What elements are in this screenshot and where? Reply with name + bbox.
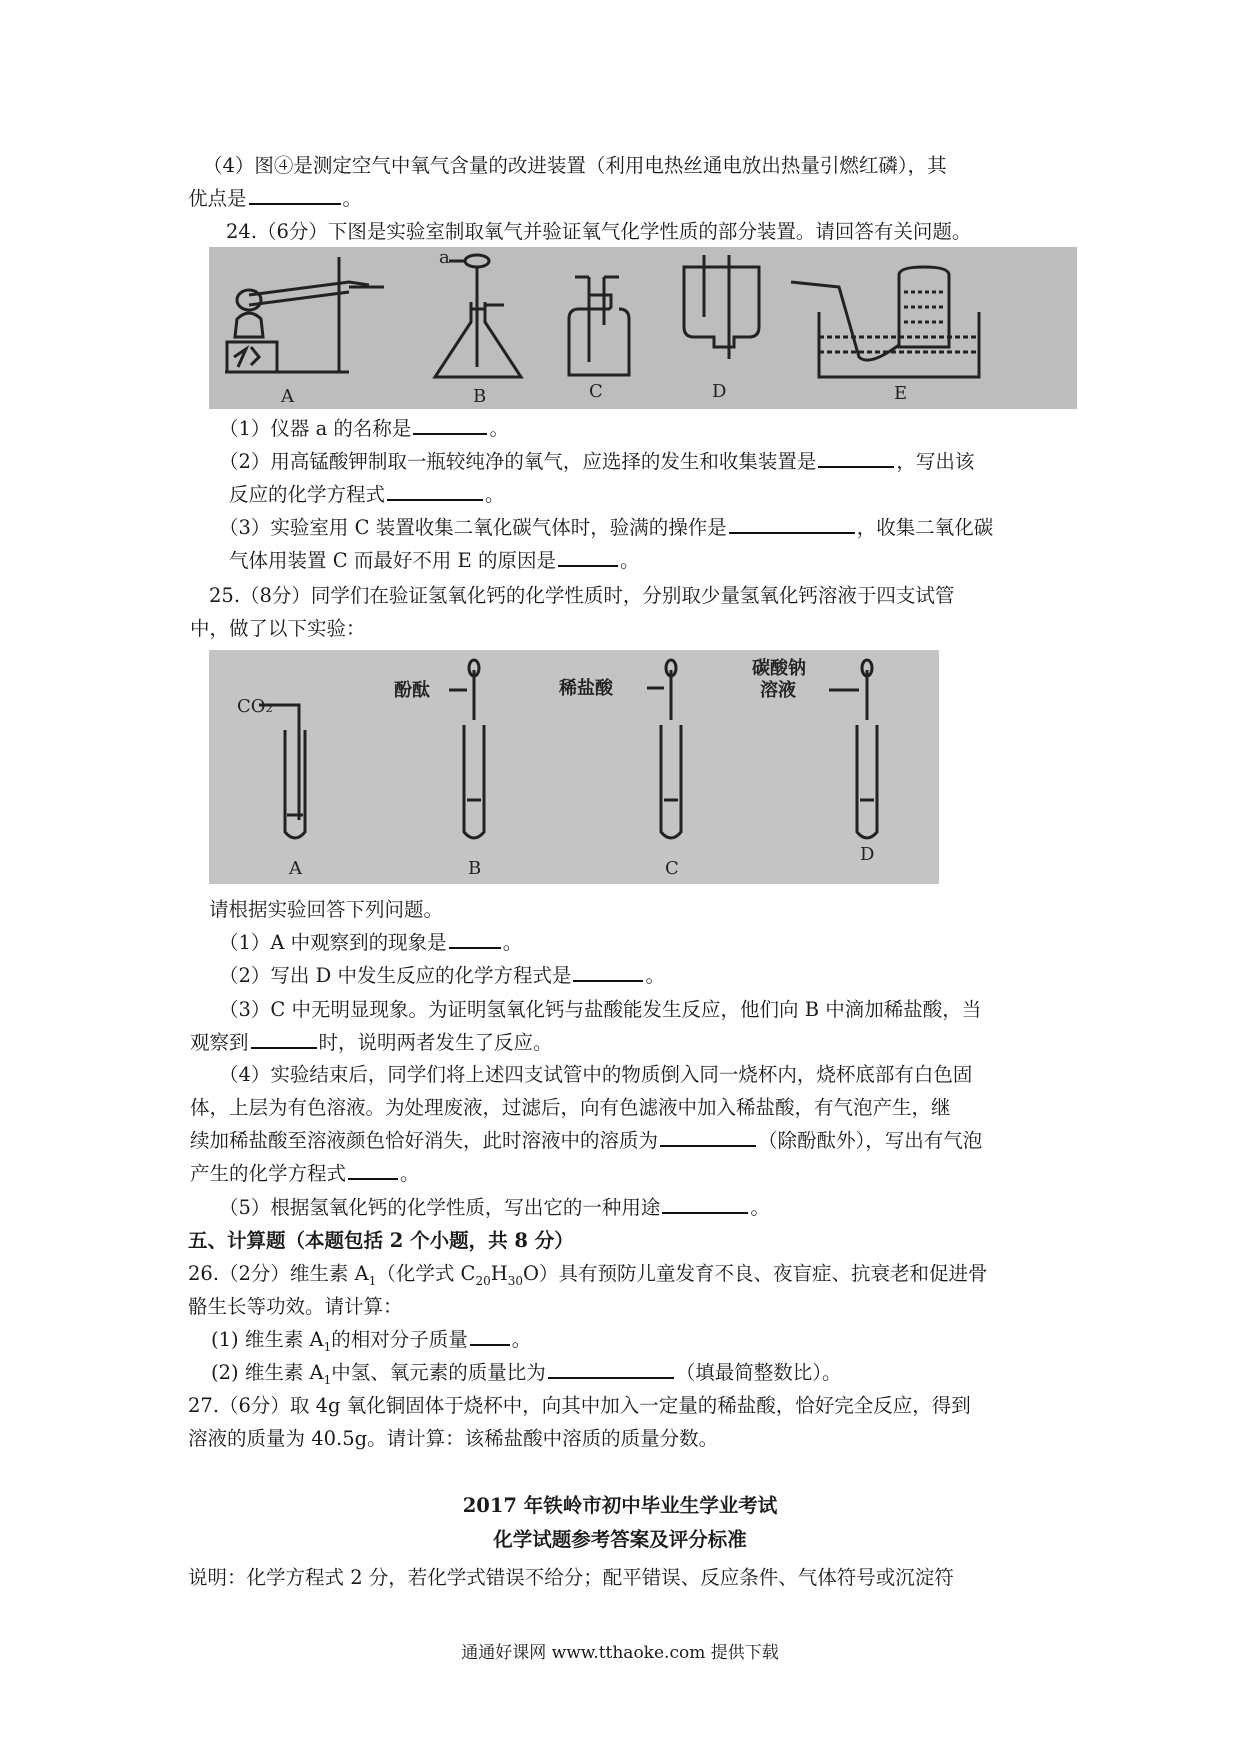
- q25-part2: （2）写出 D 中发生反应的化学方程式是 。: [219, 964, 665, 987]
- q25-part4-line2: 体，上层为有色溶液。为处理废液，过滤后，向有色滤液中加入稀盐酸，有气泡产生，继: [190, 1096, 951, 1119]
- answer-title-2: 化学试题参考答案及评分标准: [493, 1528, 747, 1551]
- co2-label: CO₂: [237, 696, 273, 717]
- q24-apparatus-svg: [209, 247, 1077, 409]
- sodium-carbonate-label-2: 溶液: [760, 680, 796, 701]
- answer-blank[interactable]: [249, 202, 341, 205]
- answer-blank[interactable]: [660, 1144, 756, 1147]
- q24-part2-line1: （2）用高锰酸钾制取一瓶较纯净的氧气，应选择的发生和收集装置是 ，写出该: [219, 450, 975, 473]
- label-c: C: [589, 381, 603, 402]
- answer-blank[interactable]: [470, 1343, 510, 1346]
- label-b: B: [468, 858, 482, 879]
- q25-part4-line3: 续加稀盐酸至溶液颜色恰好消失，此时溶液中的溶质为 （除酚酞外），写出有气泡: [190, 1129, 983, 1152]
- phenolphthalein-label: 酚酞: [394, 680, 430, 701]
- q25-line2: 中，做了以下实验：: [190, 617, 366, 640]
- q26-part1: (1) 维生素 $A_1$的相对分子质量 。: [211, 1328, 532, 1354]
- q23-4-line1: （4）图④是测定空气中氧气含量的改进装置（利用电热丝通电放出热量引燃红磷），其: [203, 154, 947, 177]
- q24-part3-line1: （3）实验室用 C 装置收集二氧化碳气体时，验满的操作是 ，收集二氧化碳: [219, 516, 994, 539]
- q27-line1: 27.（6分）取 4g 氧化铜固体于烧杯中，向其中加入一定量的稀盐酸，恰好完全反应，得到: [188, 1394, 971, 1417]
- label-a: A: [289, 858, 302, 879]
- q24-part3-line2: 气体用装置 C 而最好不用 E 的原因是 。: [229, 549, 640, 572]
- answer-note: 说明：化学方程式 2 分，若化学式错误不给分；配平错误、反应条件、气体符号或沉淀符: [188, 1566, 954, 1589]
- sodium-carbonate-label-1: 碳酸钠: [752, 658, 806, 679]
- footer-text: 通通好课网 www.tthaoke.com 提供下载: [461, 1643, 779, 1663]
- q25-part1: （1）A 中观察到的现象是 。: [219, 931, 523, 954]
- section-5-title: 五、计算题（本题包括 2 个小题，共 8 分）: [188, 1229, 574, 1252]
- answer-blank[interactable]: [818, 465, 894, 468]
- q27-line2: 溶液的质量为 40.5g。请计算：该稀盐酸中溶质的质量分数。: [188, 1427, 719, 1450]
- q24-part1: （1）仪器 a 的名称是 。: [219, 417, 509, 440]
- answer-blank[interactable]: [729, 531, 855, 534]
- answer-blank[interactable]: [348, 1177, 398, 1180]
- label-e: E: [894, 383, 908, 404]
- label-c: C: [665, 858, 679, 879]
- q24-part2-line2: 反应的化学方程式 。: [229, 483, 505, 506]
- q24-header: 24.（6分）下图是实验室制取氧气并验证氧气化学性质的部分装置。请回答有关问题。: [226, 220, 972, 243]
- dilute-hcl-label: 稀盐酸: [559, 678, 613, 699]
- answer-blank[interactable]: [558, 564, 618, 567]
- answer-blank[interactable]: [387, 498, 483, 501]
- q26-line1: 26.（2分）维生素 $A_1$（化学式 $C_{20}H_{30}O$）具有预防儿童发育不良、夜盲症、抗衰老和促进骨: [188, 1262, 988, 1288]
- label-a: A: [281, 386, 294, 407]
- answer-blank[interactable]: [573, 979, 643, 982]
- answer-blank[interactable]: [251, 1046, 317, 1049]
- q25-part4-line4: 产生的化学方程式 。: [190, 1162, 420, 1185]
- q26-line2: 骼生长等功效。请计算：: [188, 1295, 403, 1318]
- q25-part3-line2: 观察到 时，说明两者发生了反应。: [190, 1031, 553, 1054]
- q25-part4-line1: （4）实验结束后，同学们将上述四支试管中的物质倒入同一烧杯内，烧杯底部有白色固: [219, 1063, 973, 1086]
- answer-blank[interactable]: [449, 946, 501, 949]
- q25-part3-line1: （3）C 中无明显现象。为证明氢氧化钙与盐酸能发生反应，他们向 B 中滴加稀盐酸，当: [219, 998, 982, 1021]
- label-b: B: [473, 386, 487, 407]
- label-d: D: [712, 381, 727, 402]
- answer-blank[interactable]: [413, 432, 487, 435]
- answer-blank[interactable]: [662, 1211, 748, 1214]
- q24-apparatus-figure: [209, 247, 1077, 409]
- label-d: D: [860, 844, 875, 865]
- q25-test-tubes-figure: [209, 650, 939, 884]
- q25-line1: 25.（8分）同学们在验证氢氧化钙的化学性质时，分别取少量氢氧化钙溶液于四支试管: [209, 584, 955, 607]
- q25-part5: （5）根据氢氧化钙的化学性质，写出它的一种用途 。: [219, 1196, 770, 1219]
- q25-intro: 请根据实验回答下列问题。: [209, 898, 444, 921]
- label-a-instrument: a: [439, 247, 450, 268]
- q25-test-tubes-svg: [209, 650, 939, 884]
- answer-blank[interactable]: [548, 1376, 674, 1379]
- answer-title-1: 2017 年铁岭市初中毕业生学业考试: [462, 1494, 778, 1517]
- q23-4-line2: 优点是 。: [188, 187, 363, 210]
- q26-part2: (2) 维生素 $A_1$中氢、氧元素的质量比为 （填最简整数比）。: [211, 1361, 842, 1387]
